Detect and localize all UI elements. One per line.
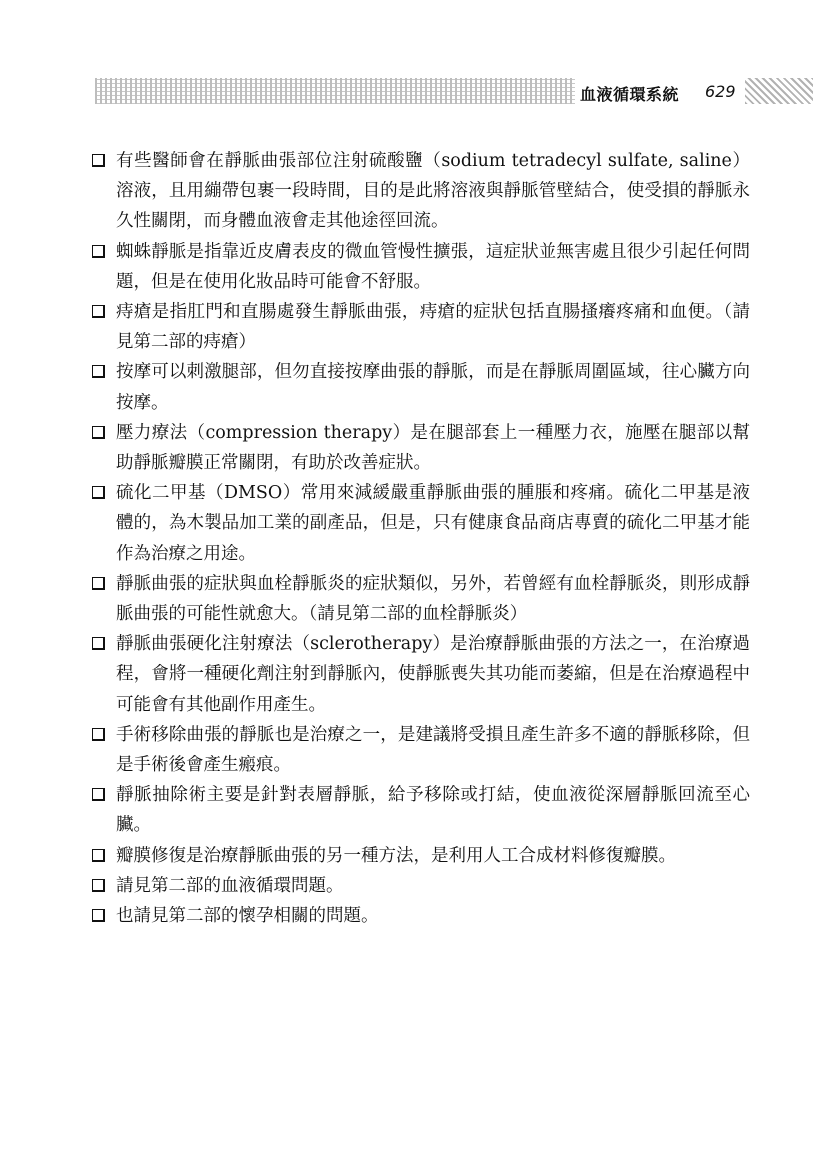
checkbox-bullet-icon (92, 577, 105, 590)
list-item (90, 146, 750, 237)
list-item (90, 841, 750, 871)
list-item-text: 瓣膜修復是治療靜脈曲張的另一種方法，是利用人工合成材料修復瓣膜。 (116, 845, 676, 866)
list-item (90, 780, 750, 840)
header-decoration (95, 78, 575, 104)
list-item-text: 靜脈曲張的症狀與血栓靜脈炎的症狀類似，另外，若曾經有血栓靜脈炎，則形成靜脈曲張的可能性就愈大。（請見第二部的血栓靜脈炎） (116, 573, 750, 625)
list-item-text: 靜脈抽除術主要是針對表層靜脈，給予移除或打結，使血液從深層靜脈回流至心臟。 (116, 785, 750, 836)
list-item (90, 478, 750, 569)
checkbox-bullet-icon (92, 305, 105, 318)
checkbox-bullet-icon (92, 486, 105, 499)
chapter-title: 血液循環系統 (580, 85, 680, 104)
list-item (90, 297, 750, 357)
list-item (90, 237, 750, 297)
checkbox-bullet-icon (92, 849, 105, 862)
list-item (90, 569, 750, 629)
checkbox-bullet-icon (92, 637, 105, 650)
checkbox-bullet-icon (92, 245, 105, 258)
checkbox-bullet-icon (92, 879, 105, 892)
header-decoration-right (745, 78, 813, 104)
list-item (90, 871, 750, 901)
list-item-text: 手術移除曲張的靜脈也是治療之一，是建議將受損且產生許多不適的靜脈移除，但是手術後會產生瘢痕。 (116, 724, 750, 776)
list-item-text: 靜脈曲張硬化注射療法（sclerotherapy）是治療靜脈曲張的方法之一，在治療過程，會將一種硬化劑注射到靜脈內，使靜脈喪失其功能而萎縮，但是在治療過程中可能會有其他副作用產生。 (116, 634, 750, 715)
checkbox-bullet-icon (92, 788, 105, 801)
list-item (90, 629, 750, 720)
tips-list (90, 146, 750, 931)
list-item (90, 357, 750, 417)
list-item-text: 按摩可以刺激腿部，但勿直接按摩曲張的靜脈，而是在靜脈周圍區域，往心臟方向按摩。 (116, 362, 750, 413)
page-header (0, 70, 829, 120)
list-item-text: 請見第二部的血液循環問題。 (116, 875, 344, 896)
checkbox-bullet-icon (92, 909, 105, 922)
checkbox-bullet-icon (92, 365, 105, 378)
checkbox-bullet-icon (92, 728, 105, 741)
checkbox-bullet-icon (92, 154, 105, 167)
checkbox-bullet-icon (92, 426, 105, 439)
page-number: 629 (705, 82, 736, 101)
list-item-text: 有些醫師會在靜脈曲張部位注射硫酸鹽（sodium tetradecyl sulfate, saline）溶液，且用繃帶包裹一段時間，目的是此將溶液與靜脈管壁結合，使受損的靜脈永久性關閉，而身體血液會走其他途徑回流。 (116, 151, 750, 232)
list-item (90, 901, 750, 931)
list-item-text: 痔瘡是指肛門和直腸處發生靜脈曲張，痔瘡的症狀包括直腸搔癢疼痛和血便。（請見第二部的痔瘡） (116, 302, 750, 353)
list-item (90, 418, 750, 478)
list-item-text: 也請見第二部的懷孕相關的問題。 (116, 906, 379, 927)
list-item-text: 蜘蛛靜脈是指靠近皮膚表皮的微血管慢性擴張，這症狀並無害處且很少引起任何問題，但是在使用化妝品時可能會不舒服。 (116, 241, 750, 292)
list-item-text: 硫化二甲基（DMSO）常用來減緩嚴重靜脈曲張的腫脹和疼痛。硫化二甲基是液體的，為木製品加工業的副產品，但是，只有健康食品商店專賣的硫化二甲基才能作為治療之用途。 (116, 483, 750, 564)
list-item-text: 壓力療法（compression therapy）是在腿部套上一種壓力衣，施壓在腿部以幫助靜脈瓣膜正常關閉，有助於改善症狀。 (116, 422, 750, 474)
list-item (90, 720, 750, 780)
